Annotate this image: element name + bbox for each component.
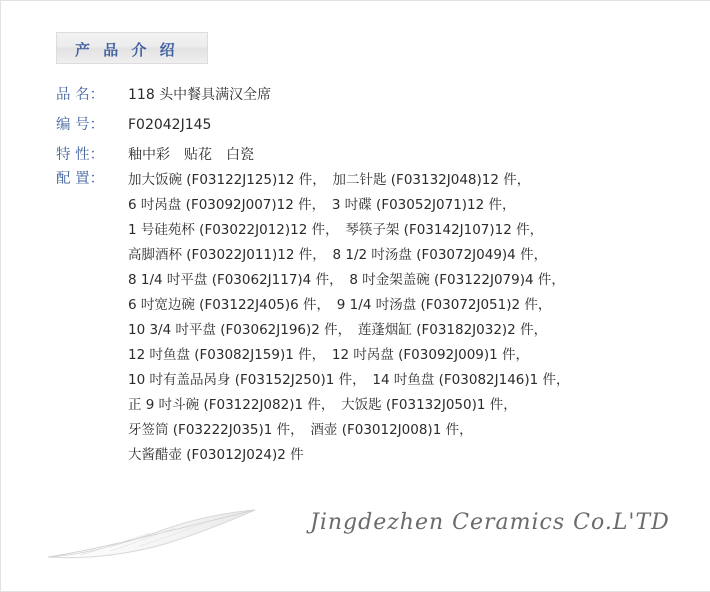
field-row-code [56, 114, 676, 136]
field-label-name: 品 名： [56, 87, 105, 103]
product-fields [56, 84, 676, 174]
config-line: 正 9 吋斗碗 (F03122J082)1 件， 大饭匙 (F03132J050)1 件， [128, 397, 517, 413]
configuration-lines [128, 168, 676, 468]
config-line: 8 1/4 吋平盘 (F03062J117)4 件， 8 吋金架盖碗 (F03122J079)4 件， [128, 272, 565, 288]
field-label-code: 编 号： [56, 117, 105, 133]
field-value-name: 118 头中餐具满汉全席 [128, 87, 272, 103]
feather-decoration-icon [40, 505, 270, 565]
field-value-code: F02042J145 [128, 117, 212, 133]
config-line: 1 号硅苑杯 (F03022J012)12 件， 琴筷子架 (F03142J107)12 件， [128, 222, 544, 238]
config-line: 高脚酒杯 (F03022J011)12 件， 8 1/2 吋汤盘 (F03072J049)4 件， [128, 247, 548, 263]
config-line: 6 吋呙盘 (F03092J007)12 件， 3 吋碟 (F03052J071)12 件， [128, 197, 516, 213]
config-line: 12 吋鱼盘 (F03082J159)1 件， 12 吋呙盘 (F03092J009)1 件， [128, 347, 530, 363]
field-value-features: 釉中彩 贴花 白瓷 [128, 147, 254, 163]
field-row-name [56, 84, 676, 106]
company-signature: Jingdezhen Ceramics Co.L'TD [310, 510, 670, 535]
configuration-block [56, 168, 676, 468]
field-label-features: 特 性： [56, 147, 105, 163]
section-title-banner [56, 32, 208, 64]
field-row-features [56, 144, 676, 166]
config-line: 6 吋宽边碗 (F03122J405)6 件， 9 1/4 吋汤盘 (F03072J051)2 件， [128, 297, 552, 313]
config-line: 牙签筒 (F03222J035)1 件， 酒壶 (F03012J008)1 件， [128, 422, 473, 438]
config-line: 加大饭碗 (F03122J125)12 件， 加二针匙 (F03132J048)12 件， [128, 172, 531, 188]
page-title: 产 品 介 绍 [75, 41, 179, 59]
config-line: 10 吋有盖品呙身 (F03152J250)1 件， 14 吋鱼盘 (F03082J146)1 件， [128, 372, 570, 388]
config-line: 10 3/4 吋平盘 (F03062J196)2 件， 莲蓬烟缸 (F03182J032)2 件， [128, 322, 548, 338]
field-label-configuration: 配 置： [56, 171, 105, 187]
config-line: 大酱醋壶 (F03012J024)2 件 [128, 447, 304, 463]
